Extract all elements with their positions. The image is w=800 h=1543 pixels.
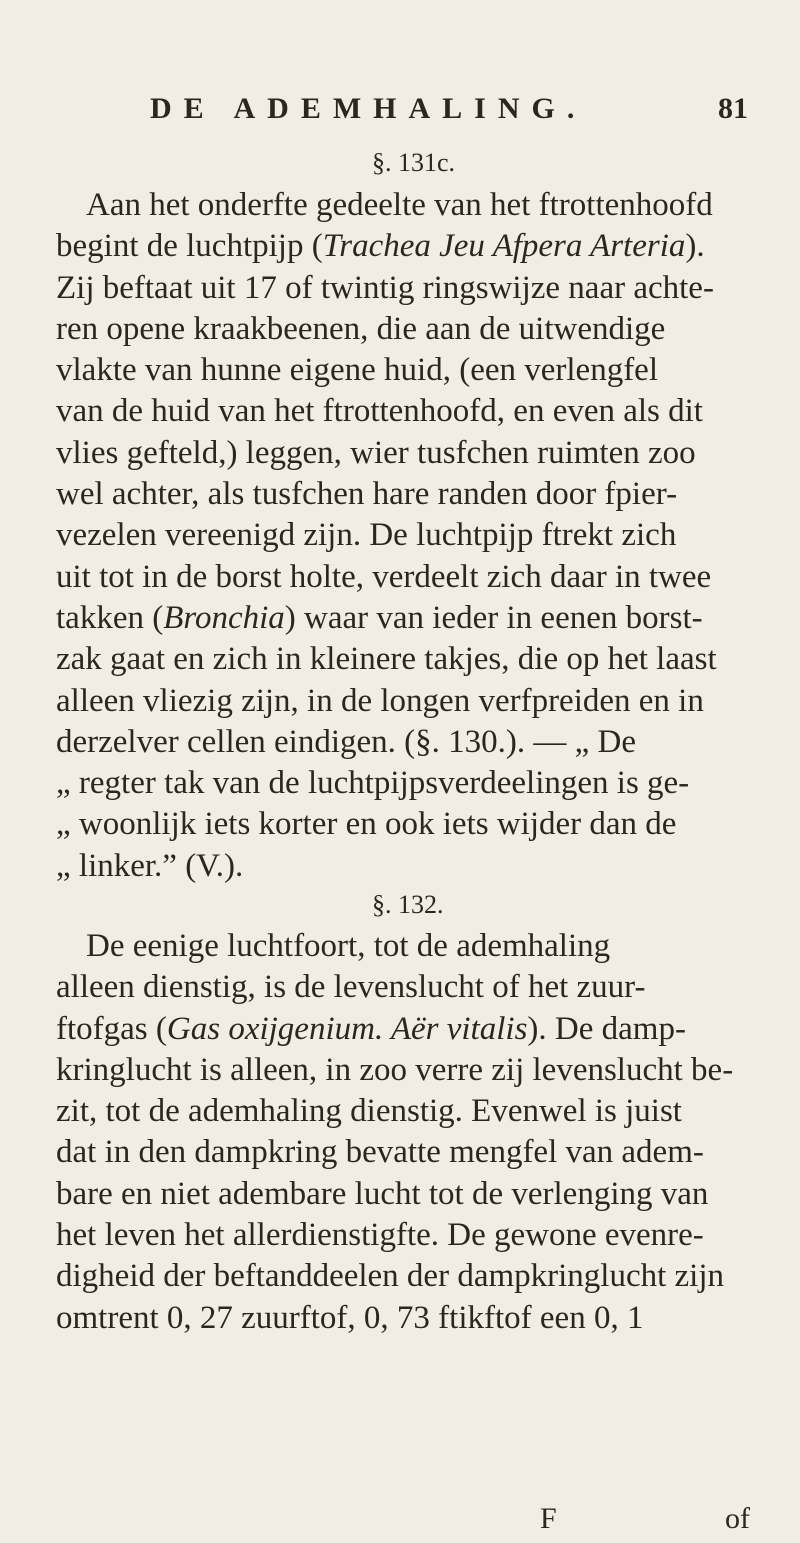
text-line: zit, tot de ademhaling dienstig. Evenwel is juist — [56, 1093, 682, 1130]
text-line: zak gaat en zich in kleinere takjes, die op het laast — [56, 641, 717, 678]
text-line: De eenige luchtfoort, tot de ademhaling — [86, 928, 611, 964]
latin-term: Gas oxijgenium. Aër vitalis — [166, 1010, 528, 1047]
text-line: „ linker.” (V.). — [56, 847, 244, 884]
page-number: 81 — [718, 92, 748, 125]
running-head — [150, 92, 710, 126]
text-line: alleen vliezig zijn, in de longen verfpreiden en in — [56, 682, 704, 719]
text-line: alleen dienstig, is de levenslucht of het zuur- — [56, 969, 646, 1006]
text-line: dat in den dampkring bevatte mengfel van adem- — [56, 1134, 704, 1171]
latin-term: Bronchia — [163, 599, 285, 636]
text-line: derzelver cellen eindigen. (§. 130.). — „ De — [56, 723, 636, 760]
text-line: kringlucht is alleen, in zoo verre zij levenslucht be- — [56, 1051, 734, 1088]
text-line: „ woonlijk iets korter en ook iets wijder dan de — [56, 806, 677, 843]
catchword: of — [725, 1502, 750, 1535]
text-line: „ regter tak van de luchtpijpsverdeelingen is ge- — [56, 765, 690, 802]
text-line: van de huid van het ftrottenhoofd, en even als dit — [56, 393, 703, 430]
text-line: het leven het allerdienstigfte. De gewone evenre- — [56, 1217, 704, 1254]
latin-term: Trachea Jeu Afpera Arteria — [322, 228, 686, 265]
text-line: Zij beftaat uit 17 of twintig ringswijze naar achte- — [56, 269, 714, 306]
text-line: vezelen vereenigd zijn. De luchtpijp ftrekt zich — [56, 517, 677, 554]
text-line: bare en niet adembare lucht tot de verlenging van — [56, 1175, 709, 1212]
text-line: wel achter, als tusfchen hare randen door fpier- — [56, 476, 678, 513]
text-line: ftofgas (Gas oxijgenium. Aër vitalis). De damp- — [56, 1010, 686, 1047]
text-line: vlakte van hunne eigene huid, (een verlengfel — [56, 352, 658, 389]
text-line: begint de luchtpijp (Trachea Jeu Afpera Arteria). — [56, 228, 705, 265]
text-line: ren opene kraakbeenen, die aan de uitwendige — [56, 310, 666, 347]
text-line: vlies gefteld,) leggen, wier tusfchen ruimten zoo — [56, 434, 696, 471]
signature-mark: F — [540, 1502, 557, 1535]
text-line: takken (Bronchia) waar van ieder in eenen borst- — [56, 599, 703, 636]
section-132-text — [56, 926, 752, 1339]
section-131c-text — [56, 185, 752, 887]
text-line: digheid der beftanddeelen der dampkringlucht zijn — [56, 1258, 725, 1295]
text-line: omtrent 0, 27 zuurftof, 0, 73 ftikftof een 0, 1 — [56, 1299, 644, 1336]
section-mark-132: §. 132. — [372, 890, 444, 919]
text-line: uit tot in de borst holte, verdeelt zich daar in twee — [56, 558, 712, 595]
running-title: DE ADEMHALING. — [150, 92, 587, 125]
section-mark-131c: §. 131c. — [372, 148, 456, 177]
text-line: Aan het onderfte gedeelte van het ftrottenhoofd — [86, 187, 713, 223]
